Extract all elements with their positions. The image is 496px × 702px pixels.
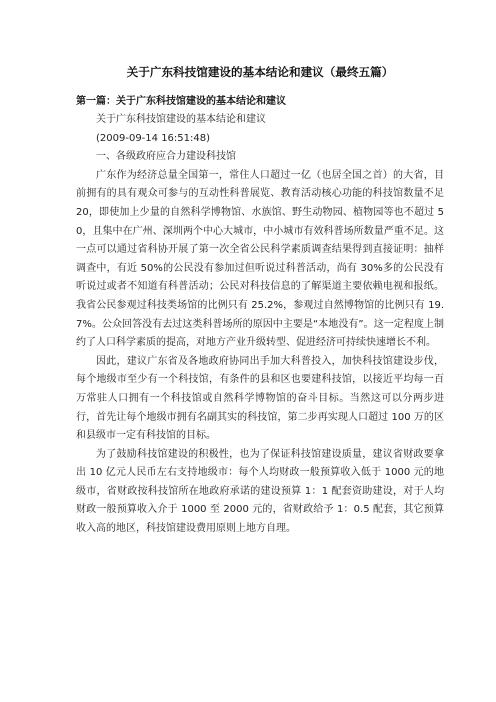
body-paragraph: 为了鼓励科技馆建设的积极性，也为了保证科技馆建设质量，建议省财政要拿出 10 亿元人民币左右支持地级市：每个人均财政一般预算收入低于 1000 元的地级市，省财政按科技馆所在地政府承诺的建设预算 1：1 配套资助建设，对于人均财政一般预算收入介于 1000 至 2000 元的，省财政给予 1：0.5 配套，其它预算收入高的地区，科技馆建设费用原则上地方自理。 — [76, 448, 444, 535]
body-paragraph: 因此，建议广东省及各地政府协同出手加大科普投入，加快科技馆建设步伐，每个地级市至少有一个科技馆，有条件的县和区也要建科技馆，以接近平均每一百万常驻人口拥有一个科技馆或自然科学博物馆的奋斗目标。当然这可以分两步进行，首先让每个地级市拥有名副其实的科技馆，第二步再实现人口超过 100 万的区和县级市一定有科技馆的目标。 — [76, 355, 444, 442]
chapter-heading: 第一篇：关于广东科技馆建设的基本结论和建议 — [76, 96, 286, 107]
date-line: (2009-09-14 16:51:48) — [96, 132, 211, 144]
document-title: 关于广东科技馆建设的基本结论和建议（最终五篇） — [126, 65, 394, 79]
section-heading: 一、各级政府应合力建设科技馆 — [96, 151, 236, 163]
subtitle-line: 关于广东科技馆建设的基本结论和建议 — [96, 114, 266, 125]
body-paragraph: 广东作为经济总量全国第一，常住人口超过一亿（也居全国之首）的大省，目前拥有的具有观众可参与的互动性科普展览、教育活动核心功能的科技馆数量不足 20，即使加上少量的自然科学博物馆、水族馆、野生动物园、植物园等也不超过 50，且集中在广州、深圳两个中心大城市，中小城市有效科普场所数量严重不足。这一点可以通过省科协开展了第一次全省公民科学素质调查结果得到直接证明：抽样调查中，有近 50%的公民没有参加过但听说过科普活动，尚有 30%多的公民没有听说过或者不知道有科普活动；公民对科技信息的了解渠道主要依赖电视和报纸。我省公民参观过科技类场馆的比例只有 25.2%，参观过自然博物馆的比例只有 19.7%。公众回答没有去过这类科普场所的原因中主要是“本地没有”。这一定程度上制约了人口科学素质的提高，对地方产业升级转型、促进经济可持续快速增长不利。 — [76, 169, 444, 349]
